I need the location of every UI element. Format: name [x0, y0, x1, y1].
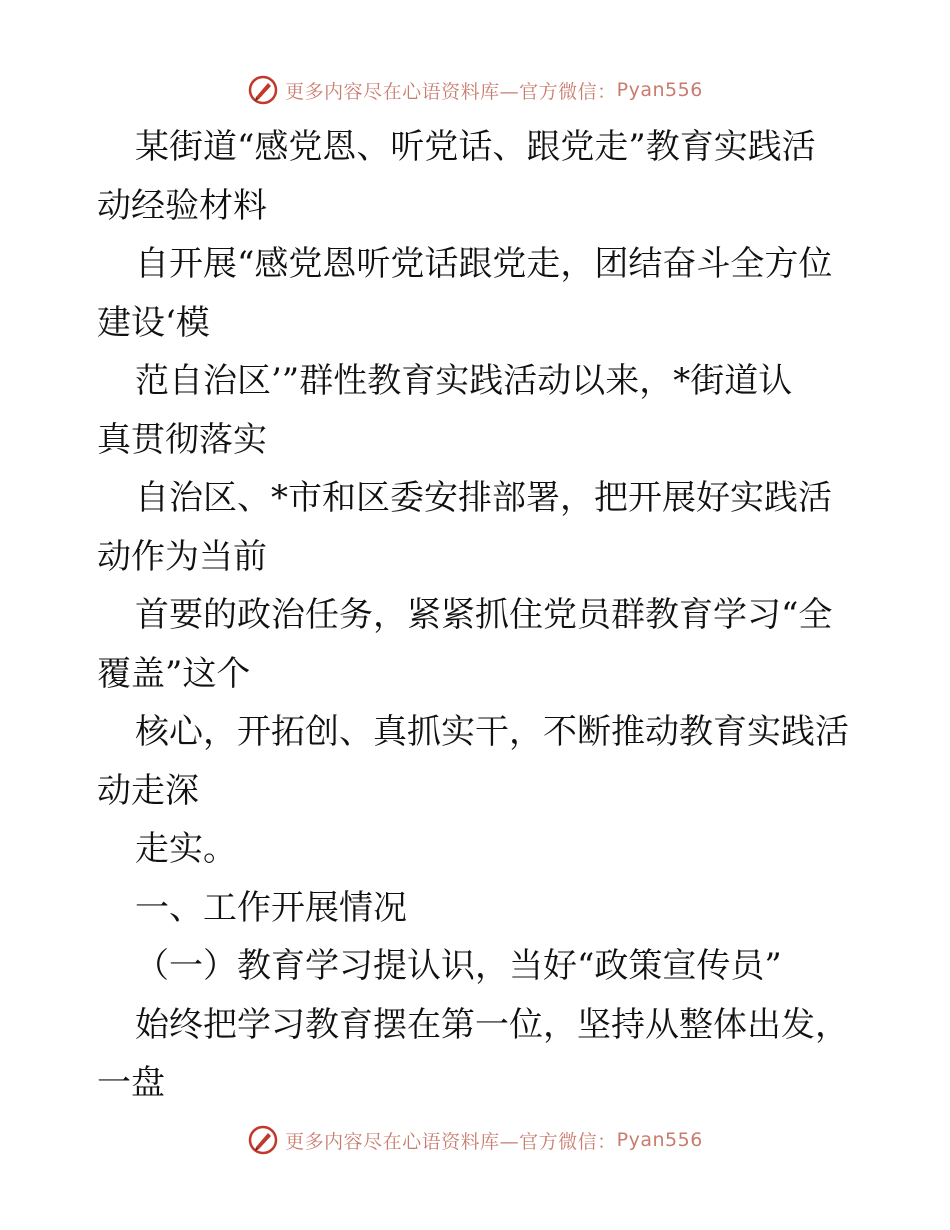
pen-logo-icon [247, 74, 279, 106]
paragraph-line: 自治区、*市和区委安排部署，把开展好实践活 [135, 478, 832, 518]
watermark-text: 更多内容尽在心语资料库—官方微信： [285, 1130, 617, 1153]
watermark-text: 更多内容尽在心语资料库—官方微信： [285, 80, 617, 103]
paragraph-line: 自开展“感党恩听党话跟党走，团结奋斗全方位 [135, 244, 833, 284]
paragraph-line: 核心，开拓创、真抓实干，不断推动教育实践活 [135, 712, 849, 752]
paragraph-line: 走实。 [135, 829, 237, 869]
paragraph-line: 覆盖”这个 [97, 653, 251, 694]
paragraph-line: 范自治区’”群性教育实践活动以来，*街道认 [135, 361, 793, 401]
watermark-wechat-id: Pyan556 [616, 1129, 703, 1151]
paragraph-line: 真贯彻落实 [97, 419, 267, 460]
paragraph-line: 动走深 [97, 770, 199, 811]
document-body [97, 118, 857, 1113]
subsection-heading: （一）教育学习提认识，当好“政策宣传员” [135, 946, 782, 986]
watermark-wechat-id: Pyan556 [616, 79, 703, 101]
title-line-1: 某街道“感党恩、听党话、跟党走”教育实践活 [135, 127, 816, 167]
paragraph-line: 建设‘模 [97, 302, 210, 343]
title-line-2: 动经验材料 [97, 185, 267, 226]
paragraph-line: 动作为当前 [97, 536, 267, 577]
pen-logo-icon [247, 1124, 279, 1156]
footer-watermark [0, 1120, 950, 1160]
section-heading: 一、工作开展情况 [135, 887, 407, 928]
header-watermark [0, 70, 950, 110]
paragraph-line: 首要的政治任务，紧紧抓住党员群教育学习“全 [135, 595, 833, 635]
paragraph-line: 始终把学习教育摆在第一位，坚持从整体出发， [135, 1004, 849, 1045]
paragraph-line: 一盘 [97, 1063, 165, 1103]
